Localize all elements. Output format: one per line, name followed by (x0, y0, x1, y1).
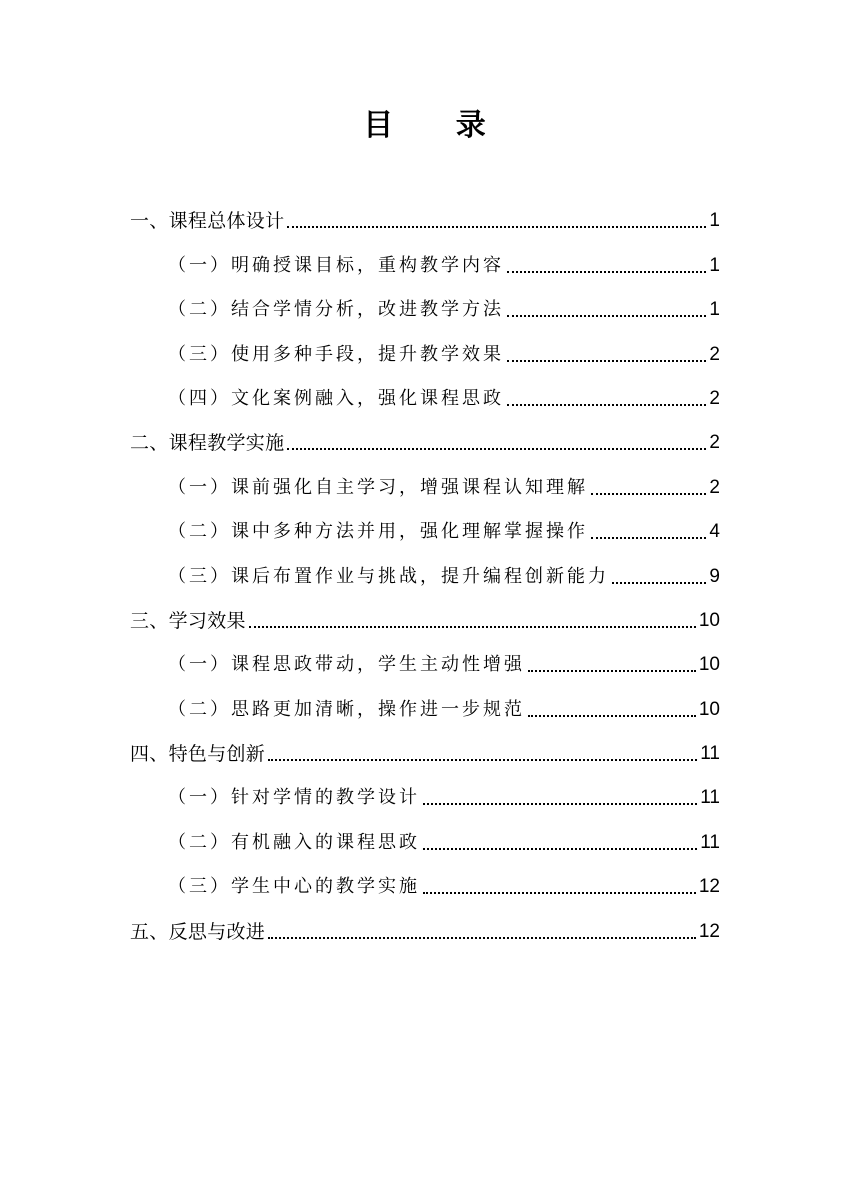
toc-dot-leader (612, 582, 706, 584)
table-of-contents (130, 193, 720, 948)
toc-dot-leader (528, 670, 696, 672)
toc-page-number: 10 (698, 698, 720, 720)
toc-entry-section-4[interactable] (130, 726, 720, 770)
toc-page-number: 11 (700, 787, 720, 809)
toc-entry-4-3[interactable] (130, 859, 720, 903)
toc-entry-title: 二、课程教学实施 (130, 432, 285, 455)
page-title: 目 录 (363, 108, 512, 143)
toc-dot-leader (268, 937, 696, 939)
toc-entry-title: 三、学习效果 (130, 609, 246, 632)
toc-page-number: 12 (698, 920, 720, 942)
toc-entry-title: （三）学生中心的教学实施 (168, 876, 420, 898)
toc-dot-leader (423, 892, 696, 894)
toc-entry-title: （三）课后布置作业与挑战，提升编程创新能力 (168, 565, 609, 587)
toc-page-number: 11 (700, 831, 720, 853)
toc-page-number: 2 (709, 387, 720, 409)
toc-entry-4-1[interactable] (130, 770, 720, 814)
toc-dot-leader (528, 715, 696, 717)
toc-entry-title: （二）思路更加清晰，操作进一步规范 (168, 698, 525, 720)
toc-page-number: 4 (709, 521, 720, 543)
toc-page-number: 10 (698, 609, 720, 631)
toc-dot-leader (591, 537, 706, 539)
toc-page-number: 1 (709, 254, 720, 276)
toc-entry-section-1[interactable] (130, 193, 720, 237)
toc-page-number: 2 (709, 432, 720, 454)
toc-entry-1-4[interactable] (130, 371, 720, 415)
toc-dot-leader (287, 448, 706, 450)
toc-dot-leader (507, 404, 706, 406)
toc-page-number: 12 (698, 876, 720, 898)
toc-entry-2-2[interactable] (130, 504, 720, 548)
toc-page-number: 1 (709, 210, 720, 232)
toc-page-number: 9 (709, 565, 720, 587)
toc-dot-leader (268, 759, 697, 761)
toc-entry-title: （二）课中多种方法并用，强化理解掌握操作 (168, 521, 588, 543)
toc-dot-leader (423, 803, 697, 805)
toc-dot-leader (507, 360, 706, 362)
toc-entry-title: （三）使用多种手段，提升教学效果 (168, 343, 504, 365)
toc-entry-title: （二）结合学情分析，改进教学方法 (168, 299, 504, 321)
toc-dot-leader (507, 271, 706, 273)
toc-dot-leader (249, 626, 696, 628)
toc-page-number: 11 (700, 743, 720, 765)
toc-entry-title: （二）有机融入的课程思政 (168, 831, 420, 853)
toc-entry-title: 四、特色与创新 (130, 743, 266, 766)
toc-entry-1-3[interactable] (130, 326, 720, 370)
toc-entry-section-3[interactable] (130, 593, 720, 637)
toc-entry-title: （一）明确授课目标，重构教学内容 (168, 254, 504, 276)
toc-dot-leader (591, 493, 706, 495)
toc-entry-2-1[interactable] (130, 459, 720, 503)
toc-entry-title: （一）课程思政带动，学生主动性增强 (168, 654, 525, 676)
toc-entry-section-2[interactable] (130, 415, 720, 459)
toc-page-number: 1 (709, 299, 720, 321)
toc-page-number: 2 (709, 343, 720, 365)
toc-entry-1-2[interactable] (130, 282, 720, 326)
toc-entry-3-2[interactable] (130, 681, 720, 725)
toc-dot-leader (423, 848, 697, 850)
toc-entry-title: （一）课前强化自主学习，增强课程认知理解 (168, 476, 588, 498)
toc-entry-2-3[interactable] (130, 548, 720, 592)
toc-entry-section-5[interactable] (130, 903, 720, 947)
toc-entry-3-1[interactable] (130, 637, 720, 681)
toc-dot-leader (507, 315, 706, 317)
toc-dot-leader (287, 226, 706, 228)
toc-entry-title: （四）文化案例融入，强化课程思政 (168, 387, 504, 409)
toc-entry-title: 五、反思与改进 (130, 920, 266, 943)
toc-entry-4-2[interactable] (130, 814, 720, 858)
toc-entry-1-1[interactable] (130, 237, 720, 281)
toc-entry-title: 一、课程总体设计 (130, 210, 285, 233)
toc-page-number: 10 (698, 654, 720, 676)
toc-page-number: 2 (709, 476, 720, 498)
toc-entry-title: （一）针对学情的教学设计 (168, 787, 420, 809)
